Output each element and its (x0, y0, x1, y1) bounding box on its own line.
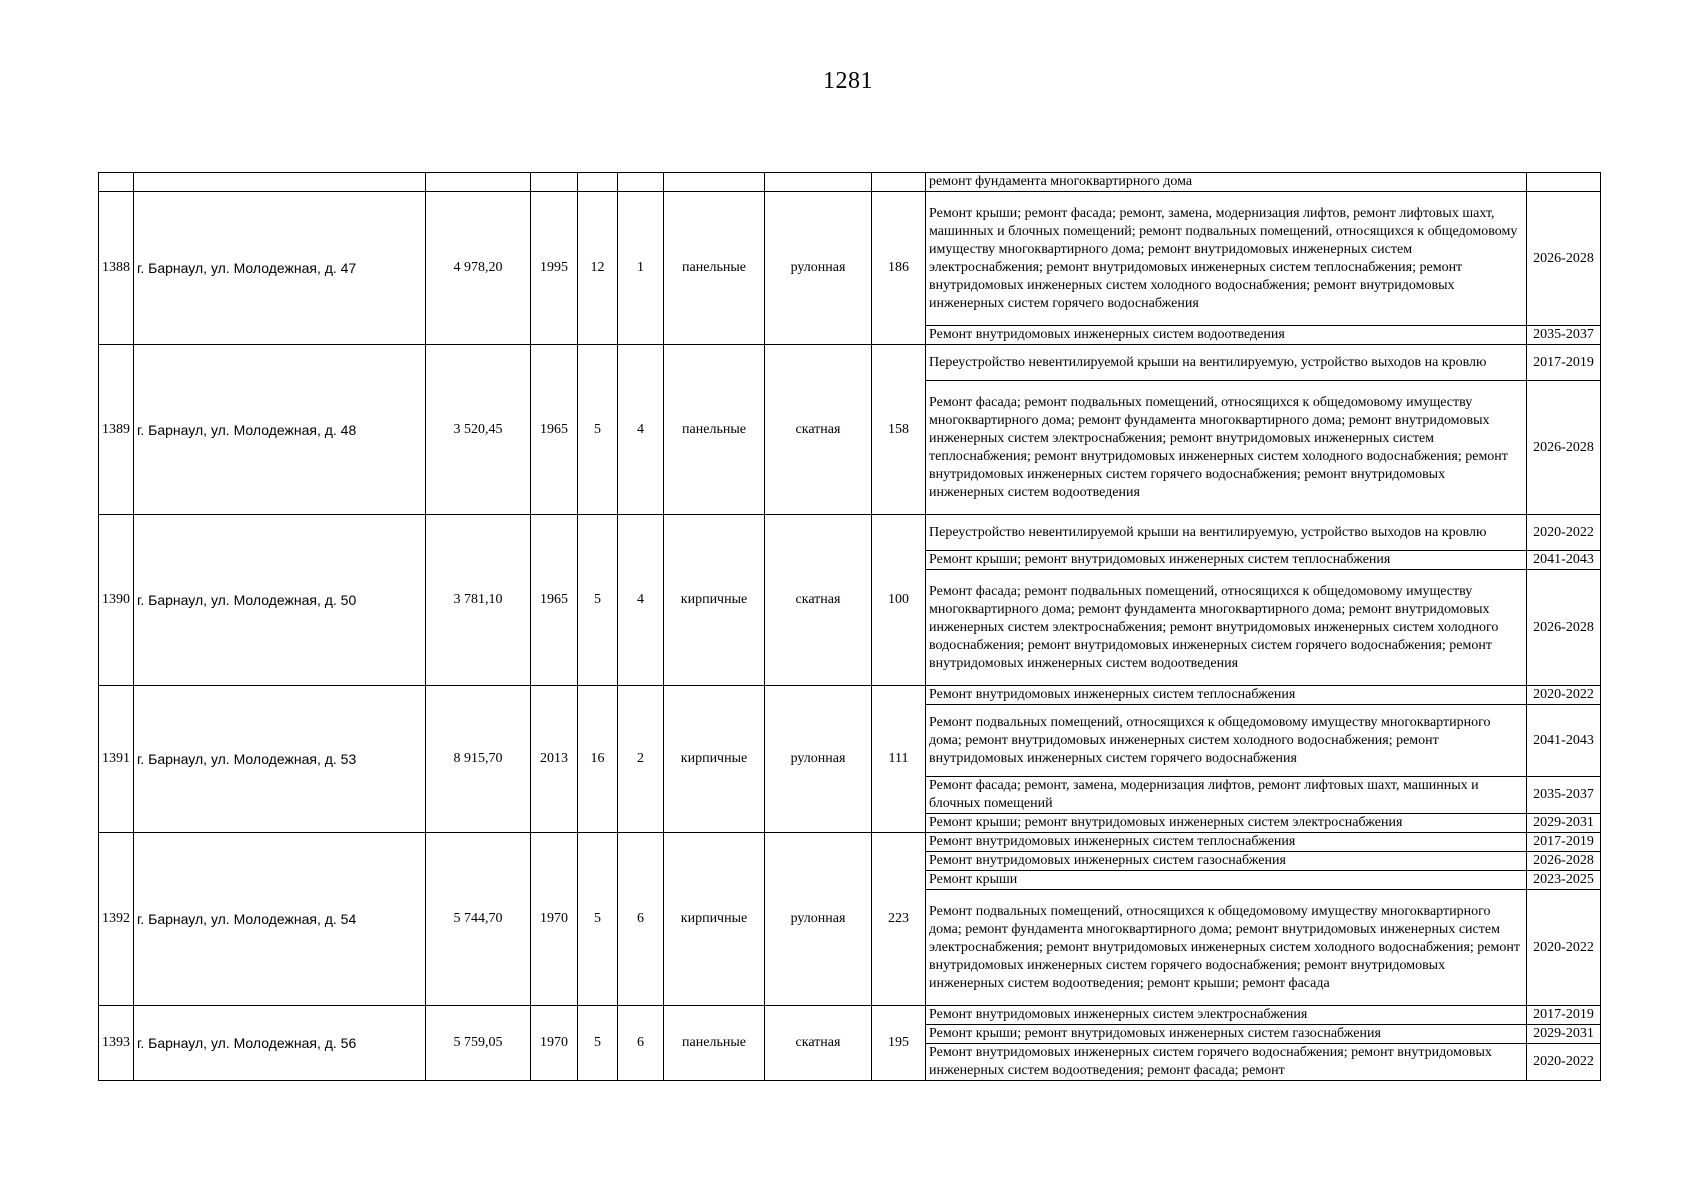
entrances-count-cell: 4 (618, 345, 664, 515)
repair-work-cell: Ремонт внутридомовых инженерных систем газоснабжения (926, 852, 1527, 871)
continuation-residents-cell (872, 173, 926, 192)
floors-count-cell: 5 (578, 345, 618, 515)
page-number: 1281 (823, 68, 873, 94)
table-row (99, 515, 1601, 551)
residents-count-cell: 100 (872, 515, 926, 686)
building-number-cell: 1388 (99, 192, 134, 345)
repair-work-cell: Ремонт фасада; ремонт подвальных помещений, относящихся к общедомовому имуществу многоквартирного дома; ремонт фундамента многоквартирного дома; ремонт внутридомовых инженерных систем электроснабжения; ремонт внутридомовых инженерных систем теплоснабжения; ремонт внутридомовых инженерных систем холодного водоснабжения; ремонт внутридомовых инженерных систем горячего водоснабжения; ремонт внутридомовых инженерных систем водоотведения (926, 381, 1527, 515)
repair-work-cell: Ремонт подвальных помещений, относящихся к общедомовому имуществу многоквартирного дома; ремонт внутридомовых инженерных систем холодного водоснабжения; ремонт внутридомовых инженерных систем горячего водоснабжения (926, 705, 1527, 777)
repair-period-cell: 2041-2043 (1527, 551, 1601, 570)
wall-material-cell: панельные (664, 192, 765, 345)
building-area-cell: 8 915,70 (426, 686, 531, 833)
repair-work-cell: Ремонт внутридомовых инженерных систем горячего водоснабжения; ремонт внутридомовых инженерных систем водоотведения; ремонт фасада; ремонт (926, 1044, 1527, 1081)
repair-period-cell: 2017-2019 (1527, 833, 1601, 852)
repair-period-cell: 2020-2022 (1527, 890, 1601, 1006)
entrances-count-cell: 6 (618, 833, 664, 1006)
table-row (99, 1006, 1601, 1025)
repair-period-cell: 2020-2022 (1527, 515, 1601, 551)
wall-material-cell: кирпичные (664, 833, 765, 1006)
continuation-num-cell (99, 173, 134, 192)
repair-period-cell: 2041-2043 (1527, 705, 1601, 777)
construction-year-cell: 1965 (531, 345, 578, 515)
building-number-cell: 1389 (99, 345, 134, 515)
residents-count-cell: 186 (872, 192, 926, 345)
repair-work-cell: Ремонт крыши; ремонт внутридомовых инженерных систем электроснабжения (926, 814, 1527, 833)
continuation-row (99, 173, 1601, 192)
repair-work-cell: Ремонт фасада; ремонт, замена, модернизация лифтов, ремонт лифтовых шахт, машинных и блочных помещений (926, 777, 1527, 814)
residents-count-cell: 195 (872, 1006, 926, 1081)
continuation-area-cell (426, 173, 531, 192)
repair-work-cell: Ремонт крыши (926, 871, 1527, 890)
building-address-cell: г. Барнаул, ул. Молодежная, д. 50 (134, 515, 426, 686)
building-number-cell: 1391 (99, 686, 134, 833)
repair-work-cell: Ремонт внутридомовых инженерных систем теплоснабжения (926, 833, 1527, 852)
continuation-entrances-cell (618, 173, 664, 192)
table-row (99, 686, 1601, 705)
continuation-period-cell (1527, 173, 1601, 192)
floors-count-cell: 12 (578, 192, 618, 345)
floors-count-cell: 5 (578, 1006, 618, 1081)
repair-work-cell: Ремонт внутридомовых инженерных систем теплоснабжения (926, 686, 1527, 705)
roof-type-cell: рулонная (765, 192, 872, 345)
repair-period-cell: 2035-2037 (1527, 777, 1601, 814)
roof-type-cell: скатная (765, 515, 872, 686)
building-area-cell: 5 759,05 (426, 1006, 531, 1081)
repair-period-cell: 2029-2031 (1527, 814, 1601, 833)
building-address-cell: г. Барнаул, ул. Молодежная, д. 56 (134, 1006, 426, 1081)
building-address-cell: г. Барнаул, ул. Молодежная, д. 47 (134, 192, 426, 345)
construction-year-cell: 1970 (531, 833, 578, 1006)
repair-work-cell: Ремонт фасада; ремонт подвальных помещений, относящихся к общедомовому имуществу многоквартирного дома; ремонт фундамента многоквартирного дома; ремонт внутридомовых инженерных систем электроснабжения; ремонт внутридомовых инженерных систем холодного водоснабжения; ремонт внутридомовых инженерных систем горячего водоснабжения; ремонт внутридомовых инженерных систем водоотведения (926, 570, 1527, 686)
table-row (99, 833, 1601, 852)
wall-material-cell: кирпичные (664, 686, 765, 833)
repair-work-cell: Ремонт внутридомовых инженерных систем электроснабжения (926, 1006, 1527, 1025)
repair-work-cell: ремонт фундамента многоквартирного дома (926, 173, 1527, 192)
building-number-cell: 1393 (99, 1006, 134, 1081)
continuation-roof-cell (765, 173, 872, 192)
repair-period-cell: 2026-2028 (1527, 852, 1601, 871)
continuation-year-cell (531, 173, 578, 192)
building-address-cell: г. Барнаул, ул. Молодежная, д. 48 (134, 345, 426, 515)
repair-period-cell: 2017-2019 (1527, 1006, 1601, 1025)
construction-year-cell: 1965 (531, 515, 578, 686)
floors-count-cell: 5 (578, 833, 618, 1006)
building-area-cell: 5 744,70 (426, 833, 531, 1006)
construction-year-cell: 1970 (531, 1006, 578, 1081)
continuation-walls-cell (664, 173, 765, 192)
building-area-cell: 3 781,10 (426, 515, 531, 686)
continuation-address-cell (134, 173, 426, 192)
repair-work-cell: Переустройство невентилируемой крыши на вентилируемую, устройство выходов на кровлю (926, 345, 1527, 381)
repair-work-cell: Ремонт подвальных помещений, относящихся к общедомовому имуществу многоквартирного дома; ремонт фундамента многоквартирного дома; ремонт внутридомовых инженерных систем электроснабжения; ремонт внутридомовых инженерных систем холодного водоснабжения; ремонт внутридомовых инженерных систем горячего водоснабжения; ремонт внутридомовых инженерных систем водоотведения; ремонт крыши; ремонт фасада (926, 890, 1527, 1006)
wall-material-cell: панельные (664, 1006, 765, 1081)
floors-count-cell: 16 (578, 686, 618, 833)
building-area-cell: 4 978,20 (426, 192, 531, 345)
roof-type-cell: рулонная (765, 686, 872, 833)
residents-count-cell: 158 (872, 345, 926, 515)
repair-period-cell: 2026-2028 (1527, 570, 1601, 686)
repair-period-cell: 2035-2037 (1527, 326, 1601, 345)
repair-period-cell: 2023-2025 (1527, 871, 1601, 890)
building-address-cell: г. Барнаул, ул. Молодежная, д. 53 (134, 686, 426, 833)
residents-count-cell: 223 (872, 833, 926, 1006)
entrances-count-cell: 4 (618, 515, 664, 686)
repair-work-cell: Ремонт внутридомовых инженерных систем водоотведения (926, 326, 1527, 345)
wall-material-cell: панельные (664, 345, 765, 515)
table-row (99, 345, 1601, 381)
repair-period-cell: 2026-2028 (1527, 381, 1601, 515)
residents-count-cell: 111 (872, 686, 926, 833)
roof-type-cell: скатная (765, 345, 872, 515)
construction-year-cell: 1995 (531, 192, 578, 345)
repair-period-cell: 2017-2019 (1527, 345, 1601, 381)
construction-year-cell: 2013 (531, 686, 578, 833)
repair-period-cell: 2029-2031 (1527, 1025, 1601, 1044)
floors-count-cell: 5 (578, 515, 618, 686)
repair-work-cell: Ремонт крыши; ремонт внутридомовых инженерных систем теплоснабжения (926, 551, 1527, 570)
entrances-count-cell: 1 (618, 192, 664, 345)
repair-period-cell: 2026-2028 (1527, 192, 1601, 326)
table-row (99, 192, 1601, 326)
repair-work-cell: Переустройство невентилируемой крыши на вентилируемую, устройство выходов на кровлю (926, 515, 1527, 551)
building-number-cell: 1390 (99, 515, 134, 686)
repair-period-cell: 2020-2022 (1527, 686, 1601, 705)
building-area-cell: 3 520,45 (426, 345, 531, 515)
repair-period-cell: 2020-2022 (1527, 1044, 1601, 1081)
continuation-floors-cell (578, 173, 618, 192)
wall-material-cell: кирпичные (664, 515, 765, 686)
repair-work-cell: Ремонт крыши; ремонт фасада; ремонт, замена, модернизация лифтов, ремонт лифтовых шахт, машинных и блочных помещений; ремонт подвальных помещений, относящихся к общедомовому имуществу многоквартирного дома; ремонт внутридомовых инженерных систем электроснабжения; ремонт внутридомовых инженерных систем теплоснабжения; ремонт внутридомовых инженерных систем холодного водоснабжения; ремонт внутридомовых инженерных систем горячего водоснабжения (926, 192, 1527, 326)
building-address-cell: г. Барнаул, ул. Молодежная, д. 54 (134, 833, 426, 1006)
repair-schedule-table (98, 172, 1601, 1081)
building-number-cell: 1392 (99, 833, 134, 1006)
entrances-count-cell: 2 (618, 686, 664, 833)
repair-work-cell: Ремонт крыши; ремонт внутридомовых инженерных систем газоснабжения (926, 1025, 1527, 1044)
roof-type-cell: скатная (765, 1006, 872, 1081)
roof-type-cell: рулонная (765, 833, 872, 1006)
entrances-count-cell: 6 (618, 1006, 664, 1081)
